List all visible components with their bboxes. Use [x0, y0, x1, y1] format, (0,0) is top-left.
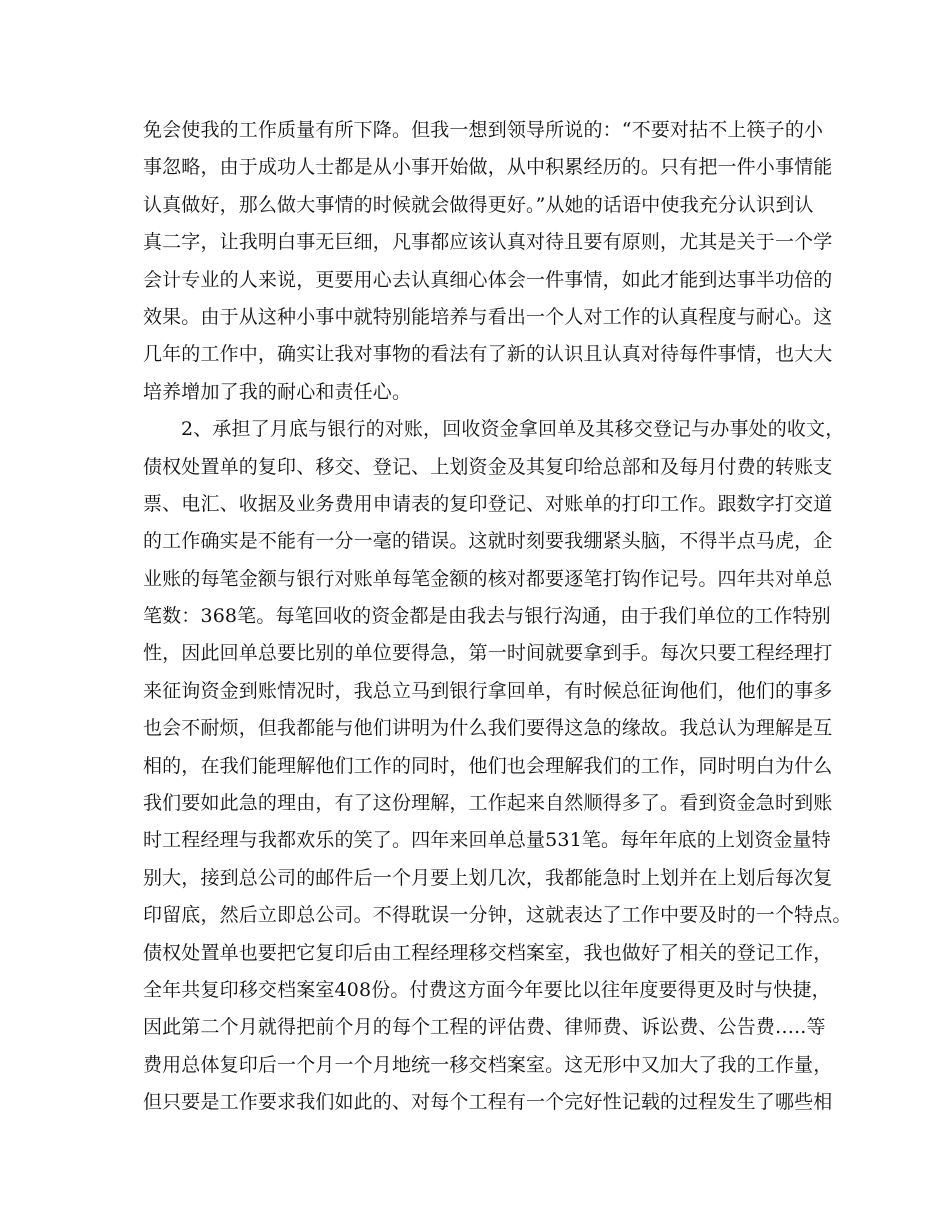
text-line: 笔数：368笔。每笔回收的资金都是由我去与银行沟通，由于我们单位的工作特别 [143, 605, 831, 628]
text-line: 票、电汇、收据及业务费用申请表的复印登记、对账单的打印工作。跟数字打交道 [143, 492, 833, 515]
text-line: 效果。由于从这种小事中就特别能培养与看出一个人对工作的认真程度与耐心。这 [143, 305, 833, 328]
text-line: 债权处置单也要把它复印后由工程经理移交档案室，我也做好了相关的登记工作， [143, 941, 833, 964]
body-text [143, 112, 852, 1122]
text-line: 培养增加了我的耐心和责任心。 [143, 380, 412, 403]
text-line: 相的，在我们能理解他们工作的同时，他们也会理解我们的工作，同时明白为什么 [143, 754, 833, 777]
text-line: 会计专业的人来说，更要用心去认真细心体会一件事情，如此才能到达事半功倍的 [143, 268, 833, 291]
text-line: 时工程经理与我都欢乐的笑了。四年来回单总量531笔。每年年底的上划资金量特 [143, 829, 831, 852]
text-line: 因此第二个月就得把前个月的每个工程的评估费、律师费、诉讼费、公告费…..等 [143, 1016, 826, 1039]
text-line: 费用总体复印后一个月一个月地统一移交档案室。这无形中又加大了我的工作量， [143, 1053, 833, 1076]
text-line: 债权处置单的复印、移交、登记、上划资金及其复印给总部和及每月付费的转账支 [143, 455, 833, 478]
text-line: 来征询资金到账情况时，我总立马到银行拿回单，有时候总征询他们，他们的事多 [143, 679, 833, 702]
text-line: 别大，接到总公司的邮件后一个月要上划几次，我都能急时上划并在上划后每次复 [143, 866, 833, 889]
text-line: 认真做好，那么做大事情的时候就会做得更好。”从她的话语中使我充分认识到认 [143, 193, 814, 216]
text-line: 事忽略，由于成功人士都是从小事开始做，从中积累经历的。只有把一件小事情能 [143, 156, 833, 179]
paragraph-start-line: 2、承担了月底与银行的对账，回收资金拿回单及其移交登记与办事处的收文， [181, 418, 845, 441]
text-line: 几年的工作中，确实让我对事物的看法有了新的认识且认真对待每件事情，也大大 [143, 343, 833, 366]
text-line: 业账的每笔金额与银行对账单每笔金额的核对都要逐笔打钩作记号。四年共对单总 [143, 567, 833, 590]
text-line: 免会使我的工作质量有所下降。但我一想到领导所说的：“不要对拈不上筷子的小 [143, 119, 824, 141]
text-line: 但只要是工作要求我们如此的、对每个工程有一个完好性记载的过程发生了哪些相 [143, 1091, 833, 1114]
text-line: 我们要如此急的理由，有了这份理解，工作起来自然顺得多了。看到资金急时到账 [143, 792, 833, 815]
text-line: 的工作确实是不能有一分一毫的错误。这就时刻要我绷紧头脑，不得半点马虎，企 [143, 530, 833, 553]
text-line: 印留底，然后立即总公司。不得耽误一分钟，这就表达了工作中要及时的一个特点。 [143, 904, 852, 927]
text-line: 真二字，让我明白事无巨细，凡事都应该认真对待且要有原则，尤其是关于一个学 [143, 231, 833, 254]
text-line: 性，因此回单总要比别的单位要得急，第一时间就要拿到手。每次只要工程经理打 [143, 642, 833, 665]
text-line: 全年共复印移交档案室408份。付费这方面今年要比以往年度要得更及时与快捷， [143, 978, 831, 1001]
text-line: 也会不耐烦，但我都能与他们讲明为什么我们要得这急的缘故。我总认为理解是互 [143, 717, 833, 740]
